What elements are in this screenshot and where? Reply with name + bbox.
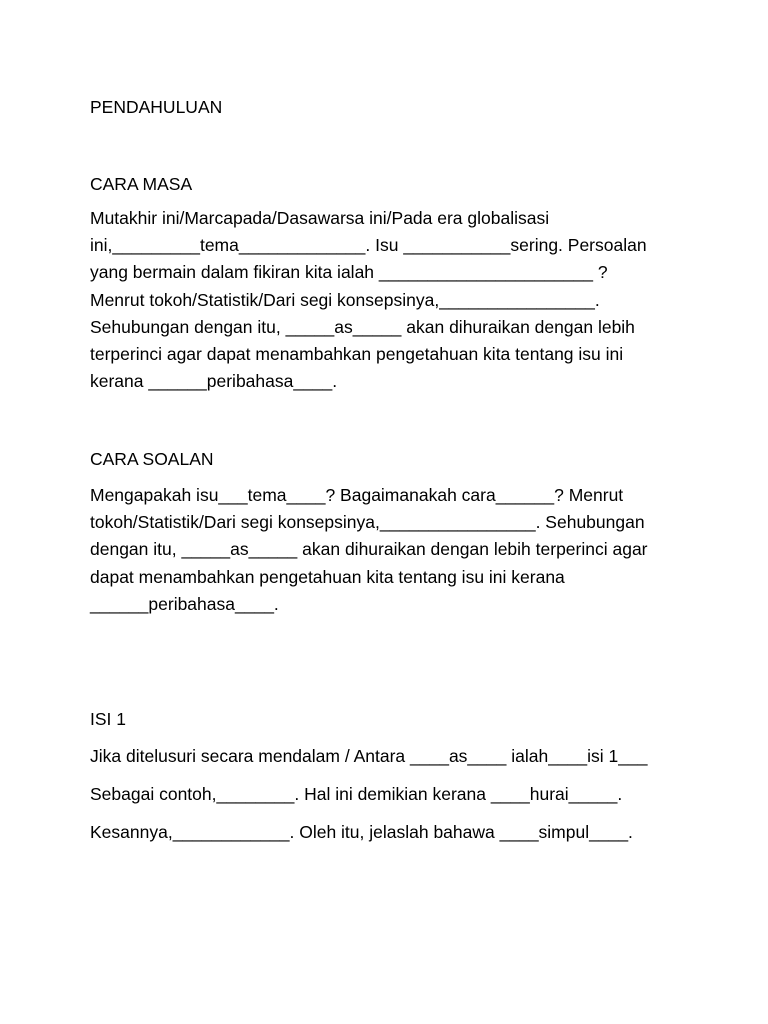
cara-soalan-line: dengan itu, _____as_____ akan dihuraikan dengan lebih terperinci agar	[90, 539, 648, 560]
cara-soalan-line: ______peribahasa____.	[90, 593, 279, 614]
isi-1-line: Kesannya,____________. Oleh itu, jelaslah bahawa ____simpul____.	[90, 822, 633, 842]
cara-masa-line: yang bermain dalam fikiran kita ialah ______________________ ?	[90, 262, 608, 283]
isi-1-heading: ISI 1	[90, 709, 126, 729]
cara-masa-line: terperinci agar dapat menambahkan pengetahuan kita tentang isu ini	[90, 344, 624, 365]
cara-soalan-heading: CARA SOALAN	[90, 449, 214, 469]
cara-masa-line: ini,_________tema_____________. Isu ___________sering. Persoalan	[90, 235, 647, 256]
cara-soalan-line: dapat menambahkan pengetahuan kita tentang isu ini kerana	[90, 566, 565, 587]
cara-masa-heading: CARA MASA	[90, 174, 193, 194]
cara-masa-line: Mutakhir ini/Marcapada/Dasawarsa ini/Pada era globalisasi	[90, 208, 550, 228]
cara-soalan-paragraph	[90, 482, 690, 618]
isi-1-line: Sebagai contoh,________. Hal ini demikian kerana ____hurai_____.	[90, 784, 623, 804]
cara-soalan-line: Mengapakah isu___tema____? Bagaimanakah cara______? Menrut	[90, 485, 624, 505]
cara-masa-paragraph	[90, 205, 690, 395]
cara-masa-line: Menrut tokoh/Statistik/Dari segi konsepsinya,________________.	[90, 289, 600, 310]
cara-soalan-line: tokoh/Statistik/Dari segi konsepsinya,________________. Sehubungan	[90, 512, 645, 533]
cara-masa-line: Sehubungan dengan itu, _____as_____ akan dihuraikan dengan lebih	[90, 316, 635, 337]
isi-1-line: Jika ditelusuri secara mendalam / Antara ____as____ ialah____isi 1___	[90, 746, 648, 766]
cara-masa-line: kerana ______peribahasa____.	[90, 371, 338, 392]
page-title: PENDAHULUAN	[90, 97, 223, 117]
